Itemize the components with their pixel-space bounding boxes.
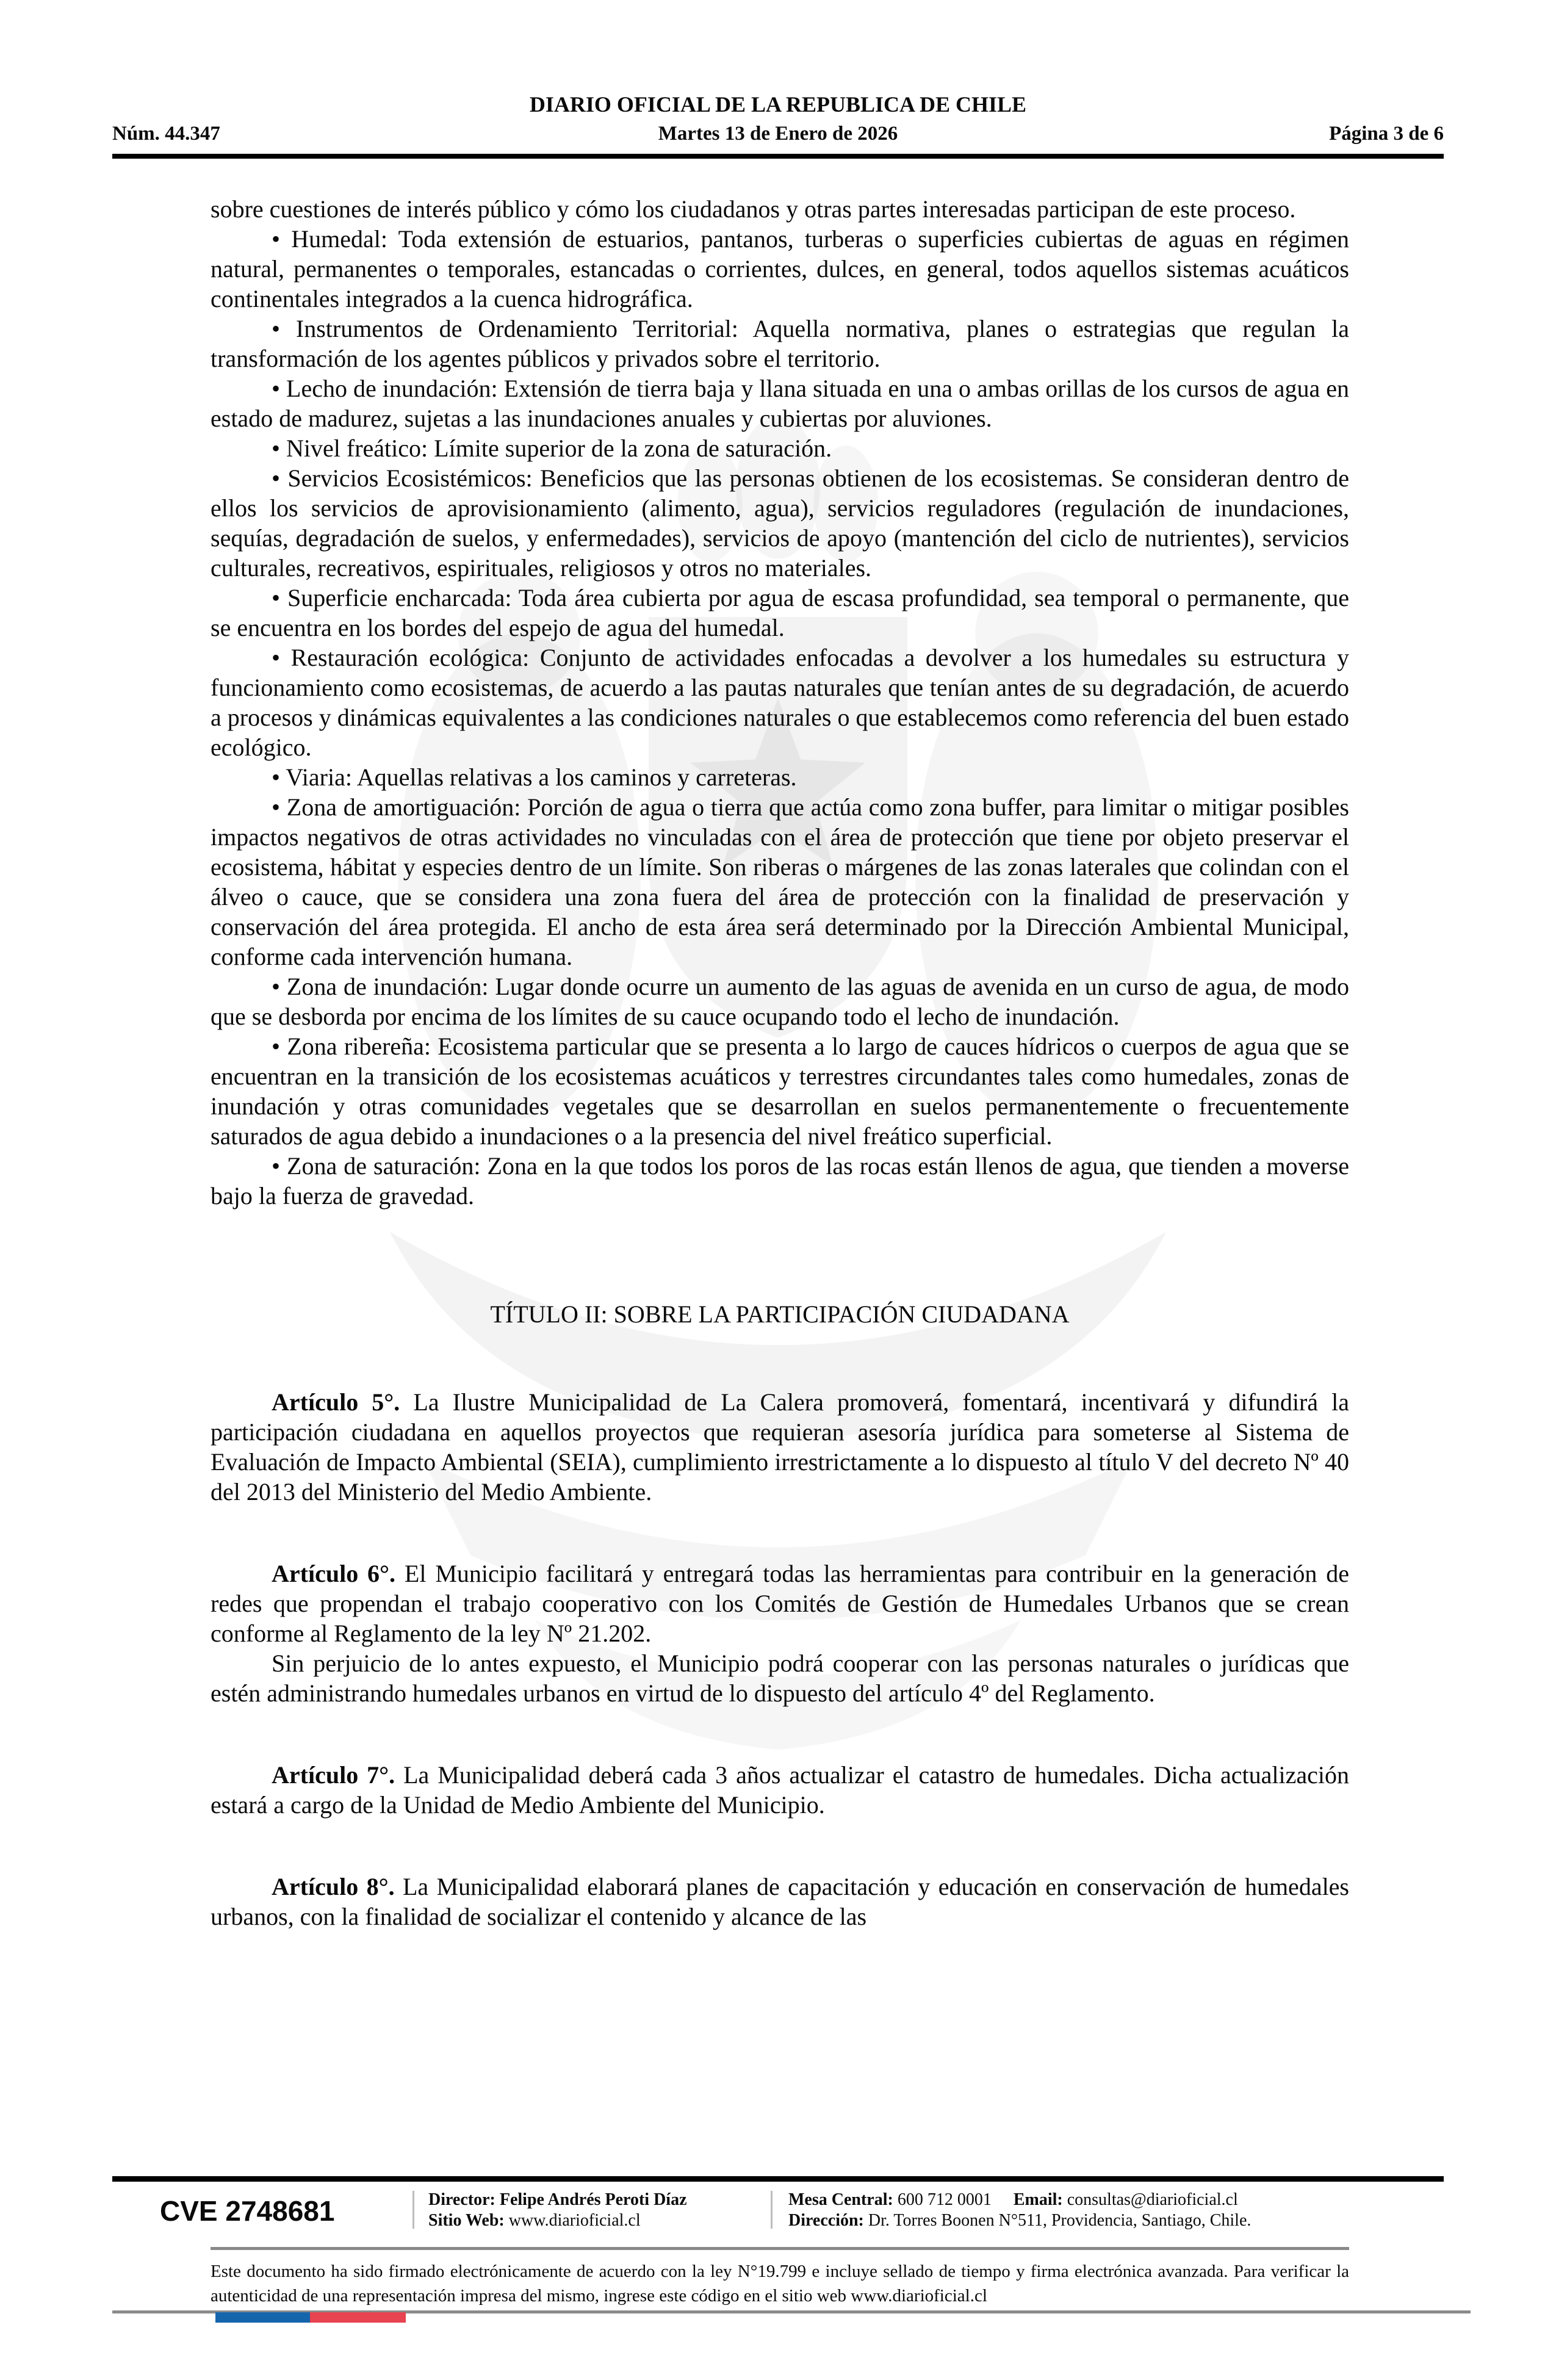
footer-phone-email-line bbox=[788, 2190, 1251, 2210]
definition-zona-saturacion: • Zona de saturación: Zona en la que todos los poros de las rocas están llenos de agua, que tienden a moverse bajo la fuerza de gravedad. bbox=[211, 1152, 1349, 1210]
mesa-central-value: 600 712 0001 bbox=[897, 2190, 992, 2209]
article-7-paragraph bbox=[211, 1760, 1349, 1820]
article-6-paragraph bbox=[211, 1559, 1349, 1648]
definition-instrumentos: • Instrumentos de Ordenamiento Territorial: Aquella normativa, planes o estrategias que regulan la transformación de los agentes públicos y privados sobre el territorio. bbox=[211, 315, 1349, 372]
cve-code: CVE 2748681 bbox=[160, 2195, 335, 2227]
article-6-text: El Municipio facilitará y entregará todas las herramientas para contribuir en la generación de redes que propendan el trabajo cooperativo con los Comités de Gestión de Humedales Urbanos que se crean conforme al Reglamento de la ley Nº 21.202. bbox=[211, 1560, 1349, 1647]
header-rule bbox=[112, 154, 1444, 159]
address-label: Dirección: bbox=[788, 2211, 864, 2230]
definition-servicios-ecosistemicos: • Servicios Ecosistémicos: Beneficios que las personas obtienen de los ecosistemas. Se consideran dentro de ellos los servicios de aprovisionamiento (alimento, agua), servicios reguladores (regulación de inundaciones, sequías, degradación de suelos, y enfermedades), servicios de apoyo (mantención del ciclo de nutrientes), servicios culturales, recreativos, espirituales, religiosos y otros no materiales. bbox=[211, 464, 1349, 582]
paragraph-continuation: sobre cuestiones de interés público y cómo los ciudadanos y otras partes interesadas participan de este proceso. bbox=[211, 195, 1296, 223]
header-date: Martes 13 de Enero de 2026 bbox=[658, 123, 898, 145]
flag-red-bar bbox=[310, 2312, 406, 2323]
header-publication-title: DIARIO OFICIAL DE LA REPUBLICA DE CHILE bbox=[529, 92, 1027, 117]
website-label: Sitio Web: bbox=[428, 2211, 505, 2230]
definition-superficie-encharcada: • Superficie encharcada: Toda área cubierta por agua de escasa profundidad, sea temporal o permanente, que se encuentra en los bordes del espejo de agua del humedal. bbox=[211, 584, 1349, 641]
footer-contact-block bbox=[788, 2190, 1251, 2231]
article-7-text: La Municipalidad deberá cada 3 años actualizar el catastro de humedales. Dicha actualización estará a cargo de la Unidad de Medio Ambiente del Municipio. bbox=[211, 1761, 1349, 1819]
section-title-titulo-ii: TÍTULO II: SOBRE LA PARTICIPACIÓN CIUDADANA bbox=[490, 1300, 1070, 1328]
header-issue-number: Núm. 44.347 bbox=[112, 123, 220, 145]
article-5-label: Artículo 5°. bbox=[272, 1388, 400, 1416]
definition-zona-inundacion: • Zona de inundación: Lugar donde ocurre un aumento de las aguas de avenida en un curso de agua, de modo que se desborda por encima de los límites de su cauce ocupando todo el lecho de inundación. bbox=[211, 973, 1349, 1030]
footer-rule-top bbox=[112, 2176, 1444, 2182]
article-6-label: Artículo 6°. bbox=[272, 1560, 396, 1587]
article-6-continuation: Sin perjuicio de lo antes expuesto, el Municipio podrá cooperar con las personas naturales o jurídicas que estén administrando humedales urbanos en virtud de lo dispuesto del artículo 4º del Reglamento. bbox=[211, 1650, 1349, 1707]
article-5-paragraph bbox=[211, 1387, 1349, 1507]
mesa-central-label: Mesa Central: bbox=[788, 2190, 893, 2209]
footer-director-line bbox=[428, 2190, 687, 2210]
article-5-text: La Ilustre Municipalidad de La Calera promoverá, fomentará, incentivará y difundirá la participación ciudadana en aquellos proyectos que requieran asesoría jurídica para someterse al Sistema de Evaluación de Impacto Ambiental (SEIA), cumplimiento irrestrictamente a lo dispuesto al título V del decreto Nº 40 del 2013 del Ministerio del Medio Ambiente. bbox=[211, 1388, 1350, 1506]
footer-separator-top bbox=[211, 2247, 1349, 2250]
email-value: consultas@diarioficial.cl bbox=[1067, 2190, 1238, 2209]
footer-divider-1 bbox=[412, 2191, 414, 2229]
definition-viaria: • Viaria: Aquellas relativas a los caminos y carreteras. bbox=[272, 763, 797, 791]
definition-humedal: • Humedal: Toda extensión de estuarios, pantanos, turberas o superficies cubiertas de aguas en régimen natural, permanentes o temporales, estancadas o corrientes, dulces, en general, todos aquellos sistemas acuáticos continentales integrados a la cuenca hidrográfica. bbox=[211, 225, 1349, 312]
footer-address-line bbox=[788, 2210, 1251, 2231]
definition-zona-amortiguacion: • Zona de amortiguación: Porción de agua o tierra que actúa como zona buffer, para limitar o mitigar posibles impactos negativos de otras actividades no vinculadas con el área de protección que tiene por objeto preservar el ecosistema, hábitat y especies dentro de un límite. Son riberas o márgenes de las zonas laterales que colindan con el álveo o cauce, que se considera una zona fuera del área de protección con la finalidad de preservación y conservación del área protegida. El ancho de esta área será determinado por la Dirección Ambiental Municipal, conforme cada intervención humana. bbox=[211, 793, 1349, 970]
article-8-label: Artículo 8°. bbox=[272, 1873, 395, 1900]
footer-director-block bbox=[428, 2190, 687, 2231]
footer-divider-2 bbox=[771, 2191, 773, 2229]
footer-legal-text: Este documento ha sido firmado electrónicamente de acuerdo con la ley N°19.799 e incluye sellado de tiempo y firma electrónica avanzada. Para verificar la autenticidad de una representación impresa del mismo, ingrese este código en el sitio web www.diarioficial.cl bbox=[211, 2262, 1349, 2306]
definition-nivel-freatico: • Nivel freático: Límite superior de la zona de saturación. bbox=[272, 435, 832, 462]
email-label: Email: bbox=[1013, 2190, 1063, 2209]
footer-website-line bbox=[428, 2210, 687, 2231]
header-page-indicator: Página 3 de 6 bbox=[1329, 123, 1444, 145]
article-8-text: La Municipalidad elaborará planes de capacitación y educación en conservación de humedales urbanos, con la finalidad de socializar el contenido y alcance de las bbox=[211, 1873, 1350, 1930]
definition-lecho-inundacion: • Lecho de inundación: Extensión de tierra baja y llana situada en una o ambas orillas de los cursos de agua en estado de madurez, sujetas a las inundaciones anuales y cubiertas por aluviones. bbox=[211, 375, 1349, 432]
director-label: Director: bbox=[428, 2190, 495, 2209]
article-8-paragraph bbox=[211, 1872, 1349, 1931]
document-body bbox=[211, 194, 1349, 1931]
article-7-label: Artículo 7°. bbox=[272, 1761, 395, 1789]
definition-restauracion-ecologica: • Restauración ecológica: Conjunto de actividades enfocadas a devolver a los humedales su estructura y funcionamiento como ecosistemas, de acuerdo a las pautas naturales que tenían antes de su degradación, de acuerdo a procesos y dinámicas equivalentes a las condiciones naturales o que establecemos como referencia del buen estado ecológico. bbox=[211, 644, 1349, 761]
flag-blue-bar bbox=[215, 2312, 310, 2323]
director-value: Felipe Andrés Peroti Díaz bbox=[499, 2190, 687, 2209]
website-value: www.diarioficial.cl bbox=[508, 2211, 641, 2230]
address-value: Dr. Torres Boonen N°511, Providencia, Santiago, Chile. bbox=[868, 2211, 1252, 2230]
definition-zona-riberena: • Zona ribereña: Ecosistema particular que se presenta a lo largo de cauces hídricos o cuerpos de agua que se encuentran en la transición de los ecosistemas acuáticos y terrestres circundantes tales como humedales, zonas de inundación y otras comunidades vegetales que se desarrollan en suelos permanentemente o frecuentemente saturados de agua debido a inundaciones o a la presencia del nivel freático superficial. bbox=[211, 1033, 1349, 1150]
